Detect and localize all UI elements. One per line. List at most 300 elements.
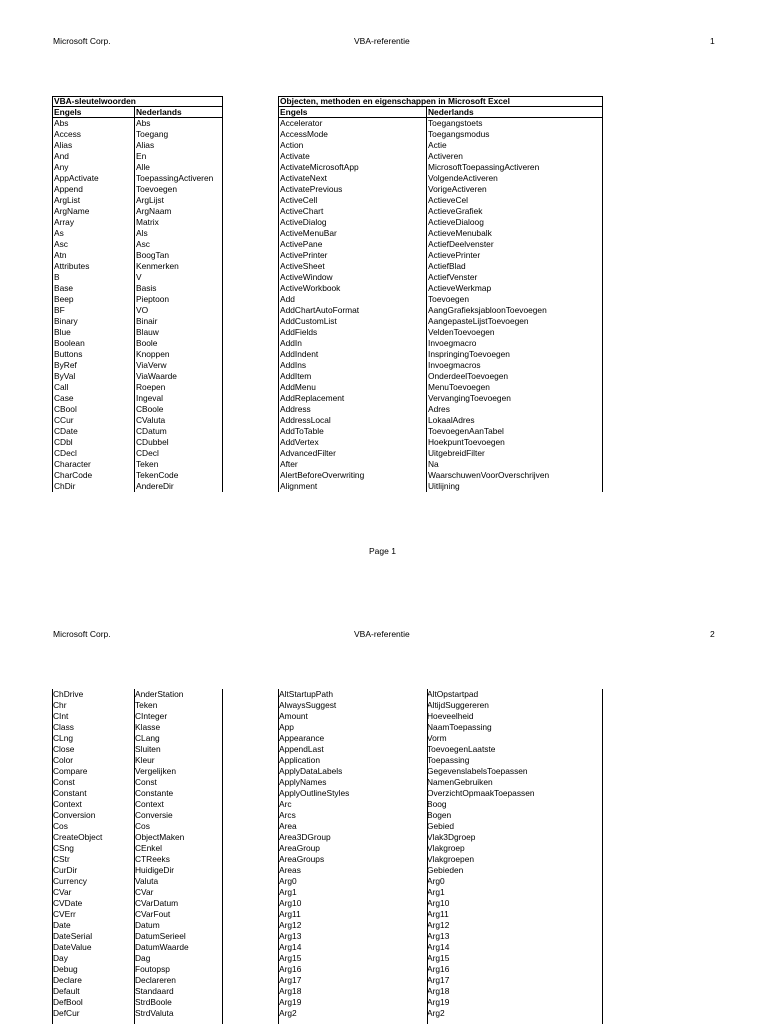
- table-row: [53, 415, 222, 426]
- col-nederlands: Nederlands: [428, 107, 474, 117]
- cell-engels: Attributes: [53, 261, 135, 272]
- table-row: [52, 810, 223, 821]
- cell-nederlands: Conversie: [135, 810, 173, 820]
- table-row: [53, 228, 222, 239]
- table-row: [53, 151, 222, 162]
- cell-nederlands: ActieveGrafiek: [428, 206, 483, 216]
- cell-nederlands: ActieveWerkmap: [428, 283, 492, 293]
- table-row: [279, 404, 602, 415]
- table-row: [52, 887, 223, 898]
- cell-nederlands: Blauw: [136, 327, 159, 337]
- cell-nederlands: Arg1: [427, 887, 445, 897]
- cell-engels: CVErr: [53, 909, 76, 919]
- cell-engels: Arg14: [279, 942, 302, 952]
- cell-nederlands: Dag: [135, 953, 151, 963]
- cell-nederlands: CDubbel: [136, 437, 169, 447]
- cell-engels: CBool: [53, 404, 135, 415]
- cell-nederlands: Invoegmacro: [428, 338, 477, 348]
- cell-engels: AppActivate: [53, 173, 135, 184]
- cell-nederlands: LokaalAdres: [428, 415, 475, 425]
- table-row: [278, 821, 603, 832]
- table-row: [53, 239, 222, 250]
- cell-nederlands: Arg11: [427, 909, 449, 919]
- cell-nederlands: CVarDatum: [135, 898, 179, 908]
- cell-nederlands: Boole: [136, 338, 158, 348]
- cell-engels: Day: [53, 953, 68, 963]
- table-row: [279, 261, 602, 272]
- cell-nederlands: Arg2: [427, 1008, 445, 1018]
- table-row: [278, 777, 603, 788]
- cell-nederlands: NaamToepassing: [427, 722, 492, 732]
- cell-nederlands: ToevoegenLaatste: [427, 744, 496, 754]
- cell-nederlands: ViaVerw: [136, 360, 167, 370]
- cell-engels: AddIn: [279, 338, 427, 349]
- cell-nederlands: Boog: [427, 799, 447, 809]
- cell-engels: Atn: [53, 250, 135, 261]
- cell-engels: ActiveDialog: [279, 217, 427, 228]
- cell-engels: CVar: [53, 887, 72, 897]
- keywords-table-continued-body: [52, 689, 223, 1019]
- cell-nederlands: MenuToevoegen: [428, 382, 490, 392]
- cell-nederlands: Uitlijning: [428, 481, 460, 491]
- cell-engels: After: [279, 459, 427, 470]
- cell-nederlands: CVarFout: [135, 909, 171, 919]
- cell-engels: ApplyDataLabels: [279, 766, 343, 776]
- table-row: [53, 327, 222, 338]
- cell-engels: Action: [279, 140, 427, 151]
- cell-nederlands: Teken: [136, 459, 159, 469]
- cell-engels: Debug: [53, 964, 78, 974]
- table-row: [52, 700, 223, 711]
- cell-nederlands: DatumSerieel: [135, 931, 186, 941]
- cell-engels: Declare: [53, 975, 82, 985]
- table-row: [279, 239, 602, 250]
- cell-nederlands: ToevoegenAanTabel: [428, 426, 504, 436]
- cell-nederlands: CDecl: [136, 448, 159, 458]
- col-engels: Engels: [279, 107, 427, 117]
- table-row: [278, 909, 603, 920]
- cell-nederlands: ArgLijst: [136, 195, 164, 205]
- cell-nederlands: Gebied: [427, 821, 455, 831]
- table-row: [52, 832, 223, 843]
- cell-nederlands: Sluiten: [135, 744, 161, 754]
- cell-engels: Arc: [279, 799, 292, 809]
- cell-nederlands: CValuta: [136, 415, 166, 425]
- cell-engels: Default: [53, 986, 80, 996]
- cell-nederlands: Toegangstoets: [428, 118, 483, 128]
- column-rule: [427, 689, 428, 1024]
- cell-engels: Date: [53, 920, 71, 930]
- table-row: [53, 404, 222, 415]
- page1-header-left: Microsoft Corp.: [53, 36, 111, 46]
- cell-engels: Arg16: [279, 964, 302, 974]
- cell-nederlands: ActieveMenubalk: [428, 228, 492, 238]
- cell-nederlands: Toevoegen: [136, 184, 177, 194]
- objects-table-continued: [278, 689, 603, 1019]
- cell-nederlands: Knoppen: [136, 349, 170, 359]
- cell-nederlands: AangepasteLijstToevoegen: [428, 316, 529, 326]
- cell-engels: AddReplacement: [279, 393, 427, 404]
- cell-engels: DateSerial: [53, 931, 93, 941]
- objects-table-title: Objecten, methoden en eigenschappen in Microsoft Excel: [278, 96, 603, 107]
- table-row: [279, 151, 602, 162]
- table-row: [52, 865, 223, 876]
- cell-engels: CharCode: [53, 470, 135, 481]
- table-row: [279, 360, 602, 371]
- table-row: [278, 920, 603, 931]
- cell-engels: Blue: [53, 327, 135, 338]
- page1-header-right: 1: [710, 36, 715, 46]
- cell-engels: CLng: [53, 733, 74, 743]
- cell-engels: Arg10: [279, 898, 302, 908]
- cell-engels: Chr: [53, 700, 67, 710]
- table-row: [278, 700, 603, 711]
- cell-nederlands: Arg18: [427, 986, 450, 996]
- table-row: [53, 217, 222, 228]
- cell-nederlands: Vlakgroepen: [427, 854, 475, 864]
- cell-engels: AddIndent: [279, 349, 427, 360]
- cell-engels: Compare: [53, 766, 88, 776]
- cell-nederlands: Abs: [136, 118, 151, 128]
- cell-engels: AddToTable: [279, 426, 427, 437]
- cell-engels: CDbl: [53, 437, 135, 448]
- cell-engels: Boolean: [53, 338, 135, 349]
- cell-nederlands: Kleur: [135, 755, 155, 765]
- table-row: [53, 206, 222, 217]
- cell-engels: Address: [279, 404, 427, 415]
- cell-nederlands: ActievePrinter: [428, 250, 481, 260]
- cell-nederlands: Actie: [428, 140, 447, 150]
- table-row: [278, 810, 603, 821]
- cell-nederlands: Na: [428, 459, 439, 469]
- cell-engels: Areas: [279, 865, 301, 875]
- cell-engels: Amount: [279, 711, 308, 721]
- cell-nederlands: Standaard: [135, 986, 174, 996]
- table-row: [53, 294, 222, 305]
- cell-nederlands: GegevenslabelsToepassen: [427, 766, 528, 776]
- cell-engels: ByRef: [53, 360, 135, 371]
- table-row: [279, 426, 602, 437]
- cell-engels: CVDate: [53, 898, 83, 908]
- table-row: [279, 118, 602, 129]
- cell-engels: Any: [53, 162, 135, 173]
- cell-engels: Alignment: [279, 481, 427, 492]
- column-rule: [278, 689, 279, 1024]
- table-row: [53, 261, 222, 272]
- cell-engels: ActiveMenuBar: [279, 228, 427, 239]
- table-row: [278, 711, 603, 722]
- table-row: [52, 722, 223, 733]
- cell-nederlands: Asc: [136, 239, 150, 249]
- column-rule: [222, 689, 223, 1024]
- table-row: [278, 755, 603, 766]
- cell-nederlands: VorigeActiveren: [428, 184, 487, 194]
- cell-engels: Arcs: [279, 810, 296, 820]
- table-row: [52, 788, 223, 799]
- table-row: [278, 865, 603, 876]
- cell-engels: ActivatePrevious: [279, 184, 427, 195]
- cell-engels: ArgName: [53, 206, 135, 217]
- table-row: [279, 217, 602, 228]
- cell-nederlands: Alias: [136, 140, 155, 150]
- cell-engels: B: [53, 272, 135, 283]
- cell-nederlands: Bogen: [427, 810, 452, 820]
- table-row: [53, 338, 222, 349]
- cell-nederlands: ActieveDialoog: [428, 217, 484, 227]
- cell-nederlands: Adres: [428, 404, 450, 414]
- cell-engels: Add: [279, 294, 427, 305]
- cell-nederlands: Matrix: [136, 217, 159, 227]
- cell-engels: Class: [53, 722, 74, 732]
- keywords-table: [52, 96, 223, 492]
- cell-nederlands: Vlak3Dgroep: [427, 832, 476, 842]
- table-row: [52, 821, 223, 832]
- table-row: [279, 294, 602, 305]
- cell-engels: AddChartAutoFormat: [279, 305, 427, 316]
- table-row: [278, 689, 603, 700]
- table-row: [52, 733, 223, 744]
- table-row: [278, 1008, 603, 1019]
- table-row: [279, 184, 602, 195]
- cell-nederlands: Declareren: [135, 975, 176, 985]
- cell-nederlands: ViaWaarde: [136, 371, 177, 381]
- cell-nederlands: VervangingToevoegen: [428, 393, 511, 403]
- table-row: [52, 799, 223, 810]
- cell-engels: CInt: [53, 711, 69, 721]
- cell-engels: Constant: [53, 788, 87, 798]
- table-row: [52, 920, 223, 931]
- cell-nederlands: Klasse: [135, 722, 161, 732]
- cell-nederlands: Toegang: [136, 129, 169, 139]
- table-row: [52, 953, 223, 964]
- cell-nederlands: Arg19: [427, 997, 450, 1007]
- col-nederlands: Nederlands: [136, 107, 182, 117]
- cell-nederlands: VolgendeActiveren: [428, 173, 498, 183]
- cell-engels: ActivateNext: [279, 173, 427, 184]
- table-row: [278, 986, 603, 997]
- cell-engels: Const: [53, 777, 75, 787]
- cell-engels: Alias: [53, 140, 135, 151]
- cell-engels: Arg18: [279, 986, 302, 996]
- cell-engels: Access: [53, 129, 135, 140]
- table-row: [279, 327, 602, 338]
- table-row: [278, 975, 603, 986]
- table-row: [279, 195, 602, 206]
- cell-engels: ActivePane: [279, 239, 427, 250]
- table-row: [53, 382, 222, 393]
- objects-table: [278, 96, 603, 492]
- cell-engels: AreaGroups: [279, 854, 325, 864]
- cell-nederlands: Kenmerken: [136, 261, 179, 271]
- table-row: [279, 173, 602, 184]
- table-row: [53, 470, 222, 481]
- table-row: [279, 437, 602, 448]
- cell-engels: Append: [53, 184, 135, 195]
- cell-nederlands: Vlakgroep: [427, 843, 465, 853]
- cell-nederlands: Ingeval: [136, 393, 164, 403]
- cell-nederlands: ActiefVenster: [428, 272, 478, 282]
- cell-nederlands: Foutopsp: [135, 964, 170, 974]
- cell-nederlands: Arg13: [427, 931, 450, 941]
- table-row: [279, 393, 602, 404]
- cell-engels: DefBool: [53, 997, 83, 1007]
- cell-engels: AlwaysSuggest: [279, 700, 337, 710]
- table-row: [279, 349, 602, 360]
- table-row: [279, 415, 602, 426]
- cell-nederlands: Arg12: [427, 920, 450, 930]
- cell-engels: Accelerator: [279, 118, 427, 129]
- table-row: [279, 228, 602, 239]
- cell-engels: AdvancedFilter: [279, 448, 427, 459]
- table-row: [53, 162, 222, 173]
- table-row: [278, 733, 603, 744]
- cell-engels: Application: [279, 755, 320, 765]
- cell-nederlands: StrdBoole: [135, 997, 172, 1007]
- cell-engels: App: [279, 722, 294, 732]
- table-row: [278, 766, 603, 777]
- table-row: [279, 470, 602, 481]
- table-row: [52, 964, 223, 975]
- table-row: [53, 118, 222, 129]
- cell-engels: Buttons: [53, 349, 135, 360]
- cell-nederlands: ActiefBlad: [428, 261, 466, 271]
- table-row: [278, 997, 603, 1008]
- table-row: [53, 448, 222, 459]
- cell-engels: Currency: [53, 876, 87, 886]
- cell-nederlands: Cos: [135, 821, 150, 831]
- cell-engels: Color: [53, 755, 74, 765]
- objects-table-body: [278, 118, 603, 492]
- cell-engels: ActiveChart: [279, 206, 427, 217]
- cell-engels: Conversion: [53, 810, 96, 820]
- cell-engels: AddMenu: [279, 382, 427, 393]
- cell-engels: AccessMode: [279, 129, 427, 140]
- page2-header-center: VBA-referentie: [354, 629, 410, 639]
- cell-engels: CSng: [53, 843, 74, 853]
- cell-nederlands: Activeren: [428, 151, 463, 161]
- cell-nederlands: V: [136, 272, 142, 282]
- cell-nederlands: Arg10: [427, 898, 450, 908]
- table-row: [53, 272, 222, 283]
- cell-nederlands: Hoeveelheid: [427, 711, 474, 721]
- page2-header-right: 2: [710, 629, 715, 639]
- cell-nederlands: Arg14: [427, 942, 450, 952]
- cell-engels: Arg0: [279, 876, 297, 886]
- cell-engels: CDate: [53, 426, 135, 437]
- cell-nederlands: ToepassingActiveren: [136, 173, 214, 183]
- table-row: [53, 349, 222, 360]
- cell-nederlands: DatumWaarde: [135, 942, 189, 952]
- cell-engels: Arg12: [279, 920, 302, 930]
- cell-nederlands: En: [136, 151, 147, 161]
- cell-engels: AddIns: [279, 360, 427, 371]
- cell-nederlands: ArgNaam: [136, 206, 172, 216]
- cell-nederlands: ObjectMaken: [135, 832, 185, 842]
- column-rule: [134, 689, 135, 1024]
- table-row: [53, 371, 222, 382]
- cell-engels: Character: [53, 459, 135, 470]
- cell-engels: Context: [53, 799, 82, 809]
- cell-engels: Arg17: [279, 975, 302, 985]
- table-row: [279, 162, 602, 173]
- cell-engels: ByVal: [53, 371, 135, 382]
- table-row: [278, 887, 603, 898]
- table-row: [52, 777, 223, 788]
- table-row: [279, 382, 602, 393]
- cell-engels: Close: [53, 744, 75, 754]
- cell-engels: BF: [53, 305, 135, 316]
- table-row: [52, 931, 223, 942]
- cell-engels: Abs: [53, 118, 135, 129]
- table-row: [53, 250, 222, 261]
- table-row: [53, 129, 222, 140]
- cell-engels: AppendLast: [279, 744, 324, 754]
- cell-nederlands: CInteger: [135, 711, 168, 721]
- cell-engels: ChDrive: [53, 689, 84, 699]
- cell-nederlands: Context: [135, 799, 164, 809]
- cell-nederlands: Gebieden: [427, 865, 464, 875]
- cell-nederlands: BoogTan: [136, 250, 170, 260]
- cell-nederlands: Datum: [135, 920, 160, 930]
- table-row: [279, 305, 602, 316]
- cell-engels: CreateObject: [53, 832, 103, 842]
- table-row: [52, 689, 223, 700]
- column-rule: [52, 689, 53, 1024]
- cell-nederlands: Alle: [136, 162, 150, 172]
- cell-nederlands: AltOpstartpad: [427, 689, 479, 699]
- cell-nederlands: Roepen: [136, 382, 166, 392]
- table-row: [52, 711, 223, 722]
- table-row: [279, 371, 602, 382]
- cell-engels: Arg13: [279, 931, 302, 941]
- table-row: [278, 942, 603, 953]
- page1-footer: Page 1: [369, 546, 396, 556]
- cell-engels: DefCur: [53, 1008, 80, 1018]
- cell-engels: Appearance: [279, 733, 325, 743]
- table-row: [53, 173, 222, 184]
- cell-nederlands: Arg17: [427, 975, 450, 985]
- col-engels: Engels: [53, 107, 135, 117]
- cell-engels: AddItem: [279, 371, 427, 382]
- table-row: [53, 140, 222, 151]
- table-row: [52, 854, 223, 865]
- table-row: [278, 854, 603, 865]
- cell-nederlands: CDatum: [136, 426, 167, 436]
- table-row: [52, 744, 223, 755]
- cell-engels: Arg19: [279, 997, 302, 1007]
- cell-nederlands: MicrosoftToepassingActiveren: [428, 162, 540, 172]
- cell-nederlands: UitgebreidFilter: [428, 448, 485, 458]
- cell-engels: CurDir: [53, 865, 78, 875]
- table-row: [52, 942, 223, 953]
- cell-engels: Cos: [53, 821, 68, 831]
- cell-engels: ActiveWindow: [279, 272, 427, 283]
- table-row: [278, 953, 603, 964]
- cell-nederlands: InspringingToevoegen: [428, 349, 510, 359]
- cell-engels: Base: [53, 283, 135, 294]
- keywords-table-continued: [52, 689, 223, 1019]
- keywords-table-title: VBA-sleutelwoorden: [52, 96, 223, 107]
- cell-engels: ActiveWorkbook: [279, 283, 427, 294]
- table-row: [53, 360, 222, 371]
- cell-nederlands: Toegangsmodus: [428, 129, 490, 139]
- cell-engels: Beep: [53, 294, 135, 305]
- table-row: [53, 459, 222, 470]
- table-row: [52, 843, 223, 854]
- cell-engels: AddressLocal: [279, 415, 427, 426]
- cell-nederlands: ActiefDeelvenster: [428, 239, 494, 249]
- cell-engels: ActiveSheet: [279, 261, 427, 272]
